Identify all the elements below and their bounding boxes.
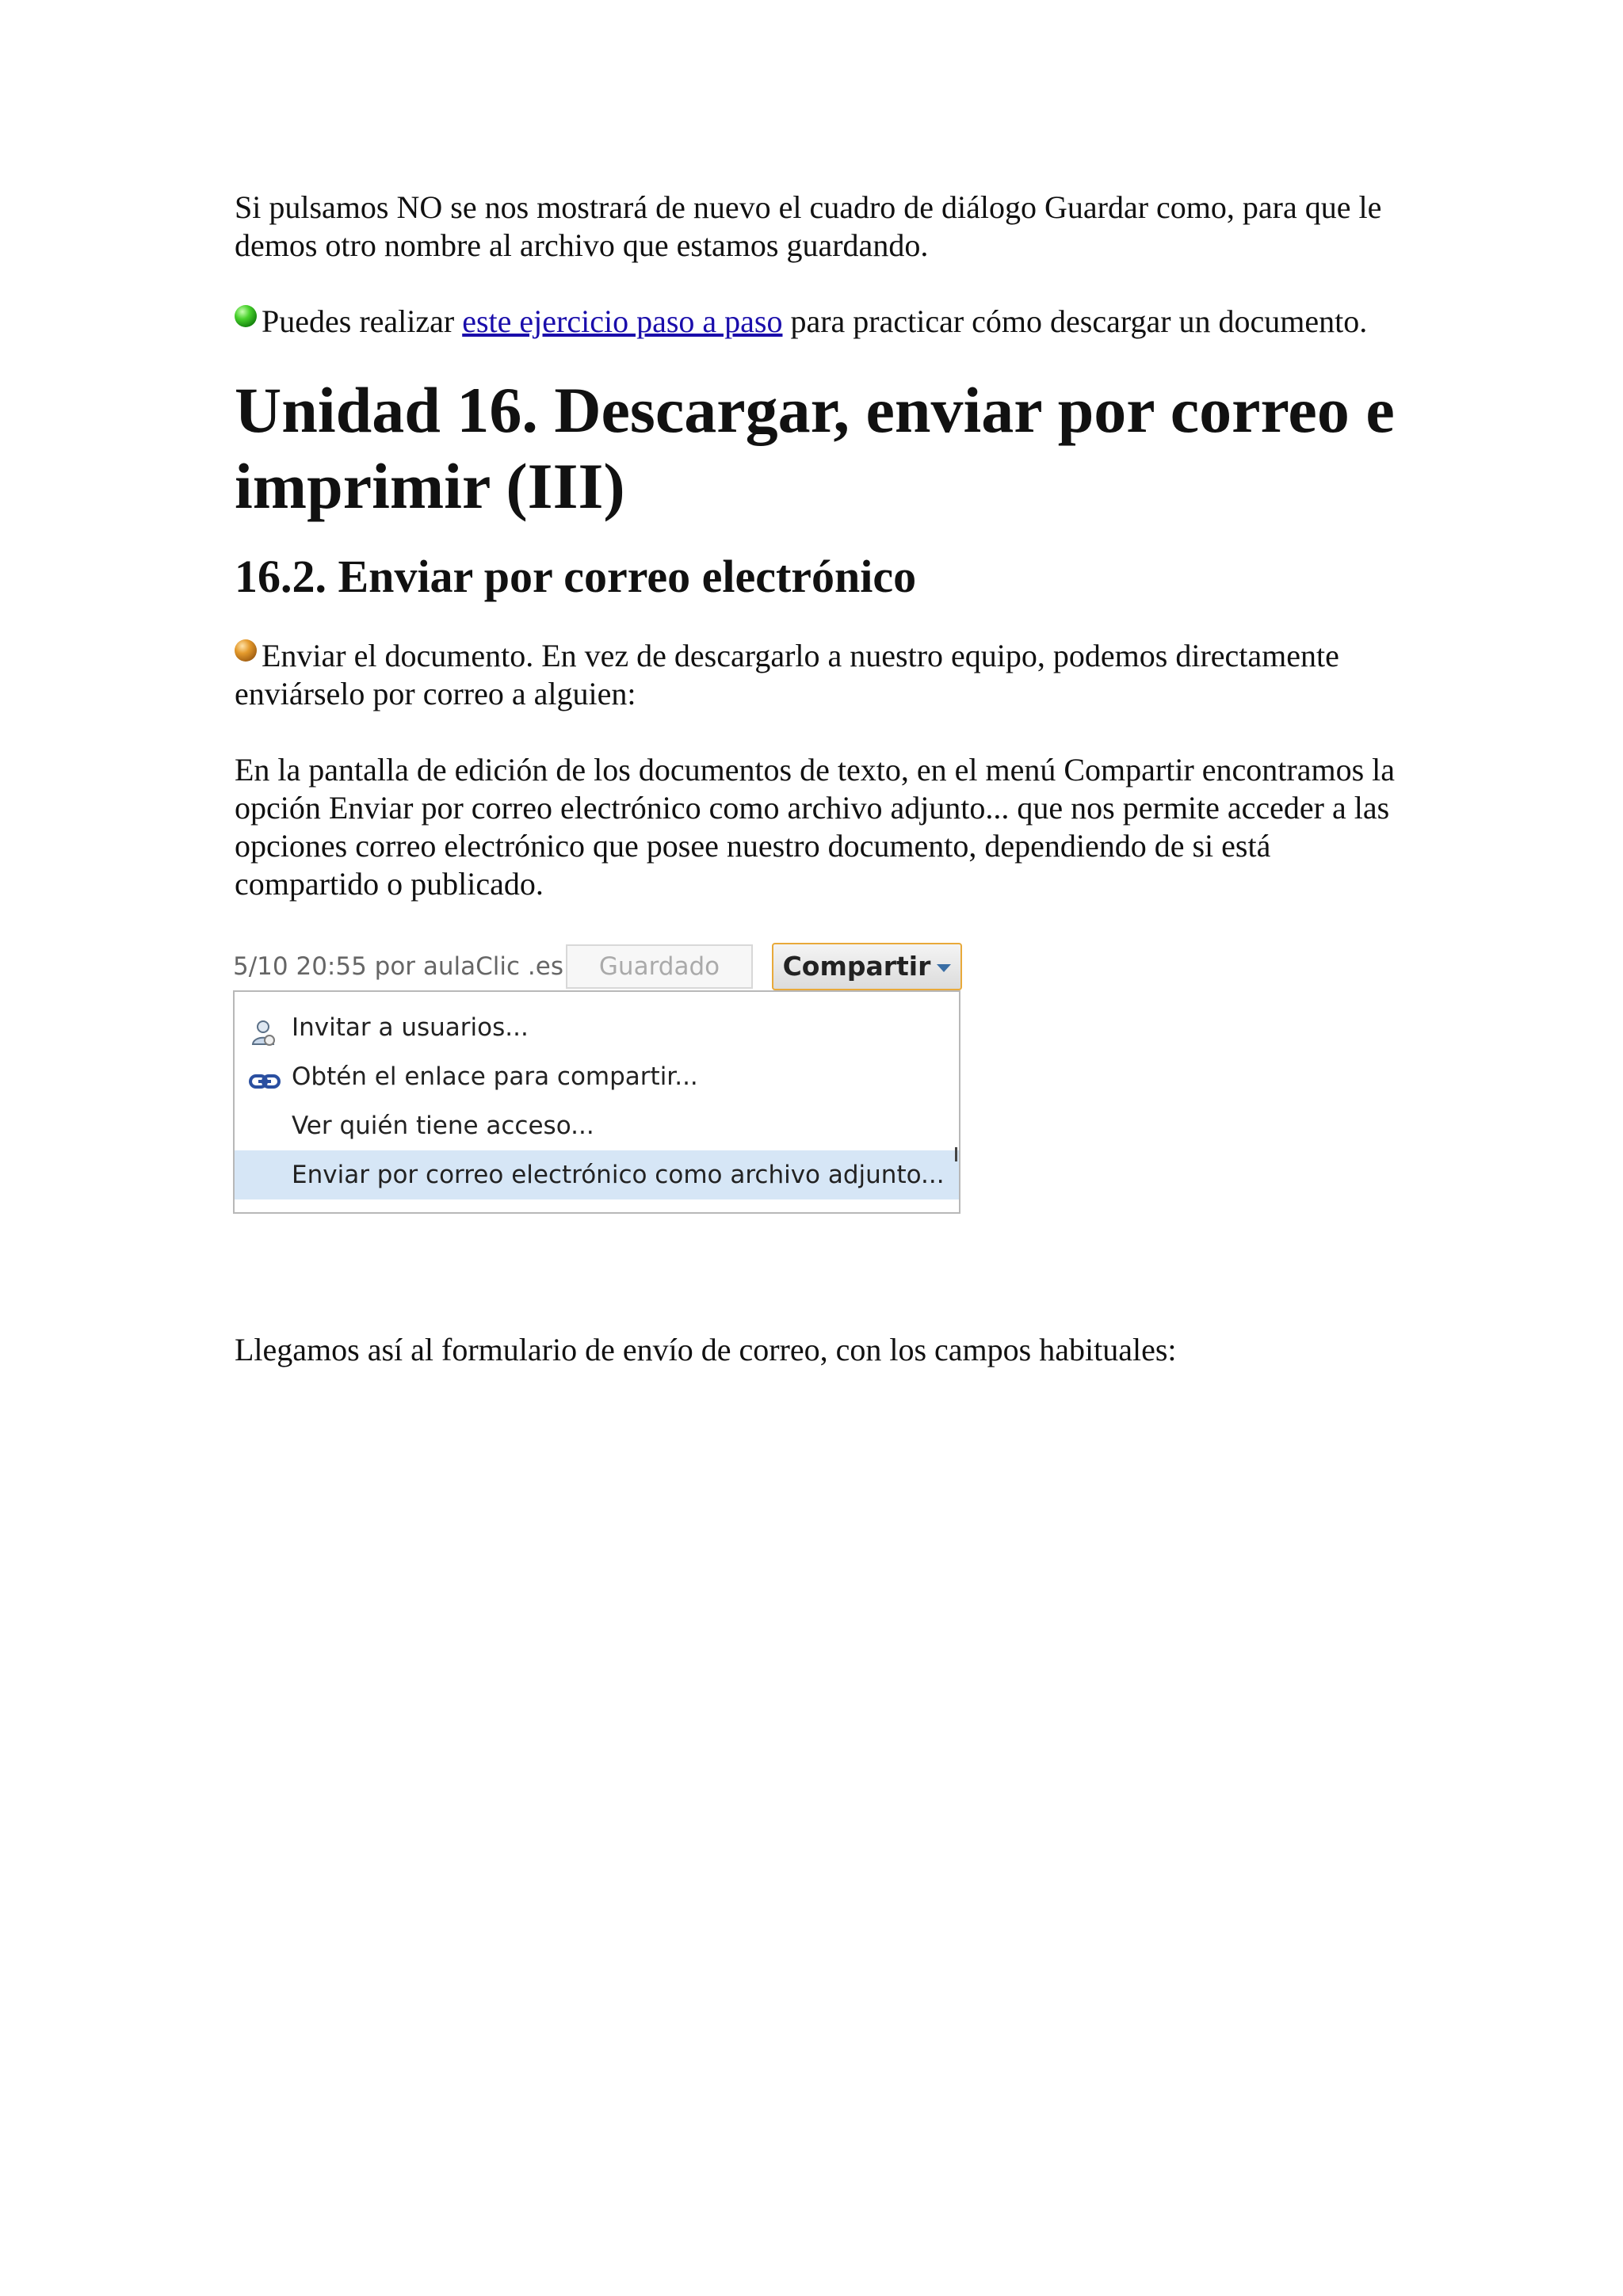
share-button-label: Compartir	[782, 951, 931, 982]
last-edit-info: 5/10 20:55 por aulaClic .es	[233, 952, 564, 981]
exercise-text-after: para practicar cómo descargar un documento.	[782, 303, 1368, 339]
menu-item-label: Enviar por correo electrónico como archivo adjunto...	[292, 1161, 945, 1189]
menu-item-label: Ver quién tiene acceso...	[292, 1112, 594, 1140]
menu-item-label: Obtén el enlace para compartir...	[292, 1062, 698, 1091]
chevron-down-icon	[937, 964, 951, 972]
share-menu-screenshot	[233, 941, 962, 1214]
share-button[interactable]	[772, 943, 962, 990]
paragraph-share-menu: En la pantalla de edición de los documentos de texto, en el menú Compartir encontramos la opción Enviar por correo electrónico como archivo adjunto... que nos permite acceder a las opciones correo electrónico que posee nuestro documento, dependiendo de si está compartido o publicado.	[235, 752, 1396, 902]
saved-button[interactable]: Guardado	[566, 944, 753, 989]
menu-item-invite-users[interactable]	[235, 1003, 959, 1052]
send-document-text: Enviar el documento. En vez de descargarlo a nuestro equipo, podemos directamente enviárselo por correo a alguien:	[235, 638, 1339, 711]
menu-item-label: Invitar a usuarios...	[292, 1013, 529, 1042]
section-title: 16.2. Enviar por correo electrónico	[235, 551, 917, 602]
share-dropdown-menu	[233, 990, 960, 1214]
menu-item-get-link[interactable]	[235, 1052, 959, 1101]
paragraph-exercise	[235, 303, 1407, 341]
exercise-link[interactable]: este ejercicio paso a paso	[462, 303, 783, 339]
paragraph-save-as: Si pulsamos NO se nos mostrará de nuevo el cuadro de diálogo Guardar como, para que le demos otro nombre al archivo que estamos guardando.	[235, 189, 1382, 263]
menu-item-see-access[interactable]	[235, 1101, 959, 1150]
toolbar	[233, 941, 962, 992]
menu-edge-mark	[955, 1147, 957, 1161]
unit-title: Unidad 16. Descargar, enviar por correo e imprimir (III)	[235, 374, 1395, 522]
paragraph-send-document	[235, 637, 1407, 713]
exercise-text-before: Puedes realizar	[262, 303, 463, 339]
paragraph-email-form: Llegamos así al formulario de envío de correo, con los campos habituales:	[235, 1332, 1177, 1367]
menu-item-email-attachment[interactable]	[235, 1150, 959, 1199]
page-content	[235, 189, 1407, 1369]
orange-bullet-icon	[235, 639, 257, 662]
green-bullet-icon	[235, 305, 257, 327]
